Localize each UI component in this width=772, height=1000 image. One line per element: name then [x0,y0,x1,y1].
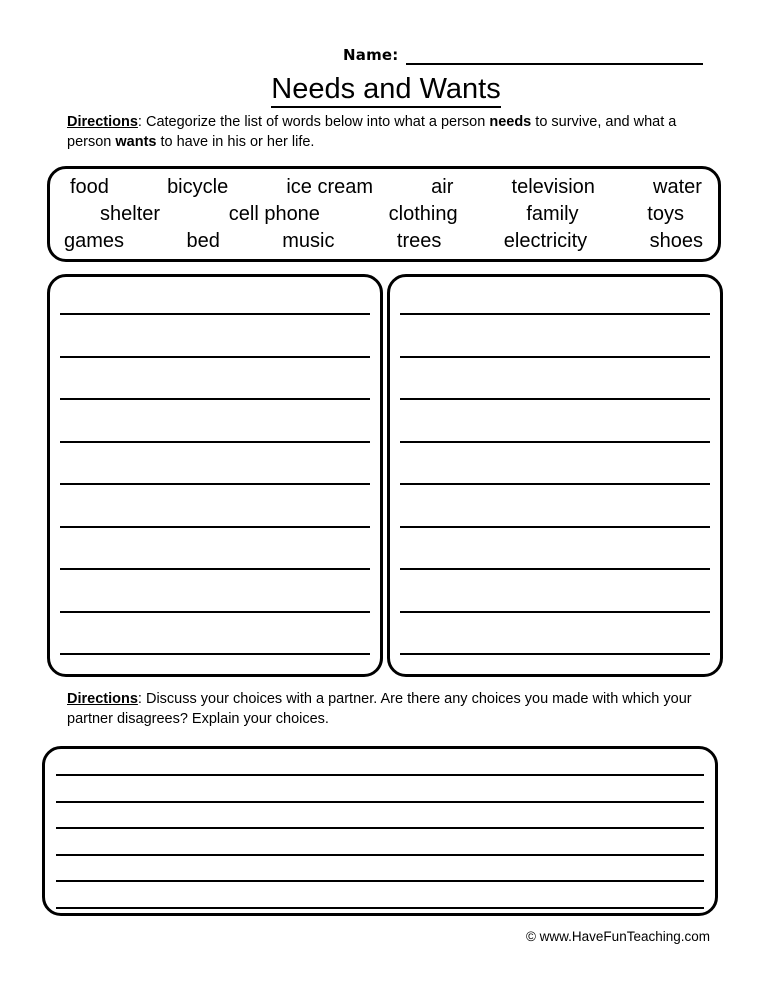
word-bank-box [47,166,721,262]
page-title [0,72,772,106]
writing-line [56,880,704,882]
writing-line [60,483,370,485]
directions-paragraph-1 [67,113,715,152]
writing-line [60,313,370,315]
word-bank-word[interactable]: family [526,202,579,225]
writing-line [56,774,704,776]
word-bank-row [64,201,704,228]
word-bank-word[interactable]: clothing [388,202,458,225]
word-bank-word[interactable]: food [70,175,109,198]
word-bank-word[interactable]: water [653,175,702,198]
directions-colon-2: : [137,691,142,707]
writing-line [400,611,710,613]
word-bank-word[interactable]: electricity [503,229,588,252]
footer-credit: © www.HaveFunTeaching.com [525,929,710,944]
directions-label-2: Directions [67,691,138,707]
writing-line [60,568,370,570]
writing-lines-needs [50,277,380,674]
writing-line [400,398,710,400]
writing-line [400,653,710,655]
writing-lines-response [45,749,715,913]
directions-paragraph-2 [67,690,715,729]
word-bank-row [64,174,704,201]
writing-line [60,611,370,613]
directions-label-1: Directions [67,114,138,130]
word-bank-row [64,228,704,255]
word-bank-word[interactable]: shelter [100,202,161,225]
name-input-blank[interactable] [406,46,703,65]
writing-line [56,827,704,829]
word-bank-word[interactable]: games [64,229,125,252]
writing-line [56,854,704,856]
directions-bold-needs: needs [489,114,532,130]
word-bank-word[interactable]: bicycle [167,175,229,198]
writing-line [400,441,710,443]
word-bank-word[interactable]: toys [647,202,684,225]
writing-line [60,356,370,358]
directions-bold-wants: wants [115,133,157,150]
word-bank-word[interactable]: trees [396,229,442,252]
writing-line [400,483,710,485]
writing-line [56,801,704,803]
answer-column-needs[interactable] [47,274,383,677]
word-bank-word[interactable]: television [511,175,595,198]
word-bank-word[interactable]: cell phone [228,202,320,225]
directions-text-1a: Categorize the list of words below into what a person [141,114,490,130]
word-bank-word[interactable]: shoes [649,229,703,252]
name-field-row [343,41,703,65]
writing-line [60,653,370,655]
word-bank-word[interactable]: air [431,175,454,198]
name-label: Name: [343,46,399,64]
directions-text-2a: Discuss your choices with a partner. Are there any choices you made with which your partner disagrees? Explain your choices. [67,691,692,727]
directions-colon-1: : [137,114,142,130]
writing-lines-wants [390,277,720,674]
answer-column-wants[interactable] [387,274,723,677]
response-box[interactable] [42,746,718,916]
writing-line [60,398,370,400]
directions-text-1b: to survive, and what a person [67,114,677,150]
page-title-text: Needs and Wants [271,73,500,108]
writing-line [60,526,370,528]
writing-line [400,313,710,315]
word-bank-word[interactable]: ice cream [286,175,374,198]
writing-line [400,356,710,358]
writing-line [56,907,704,909]
writing-line [60,441,370,443]
writing-line [400,526,710,528]
directions-text-1c: to have in his or her life. [156,133,315,150]
writing-line [400,568,710,570]
word-bank-word[interactable]: music [282,229,335,252]
word-bank-word[interactable]: bed [186,229,220,252]
